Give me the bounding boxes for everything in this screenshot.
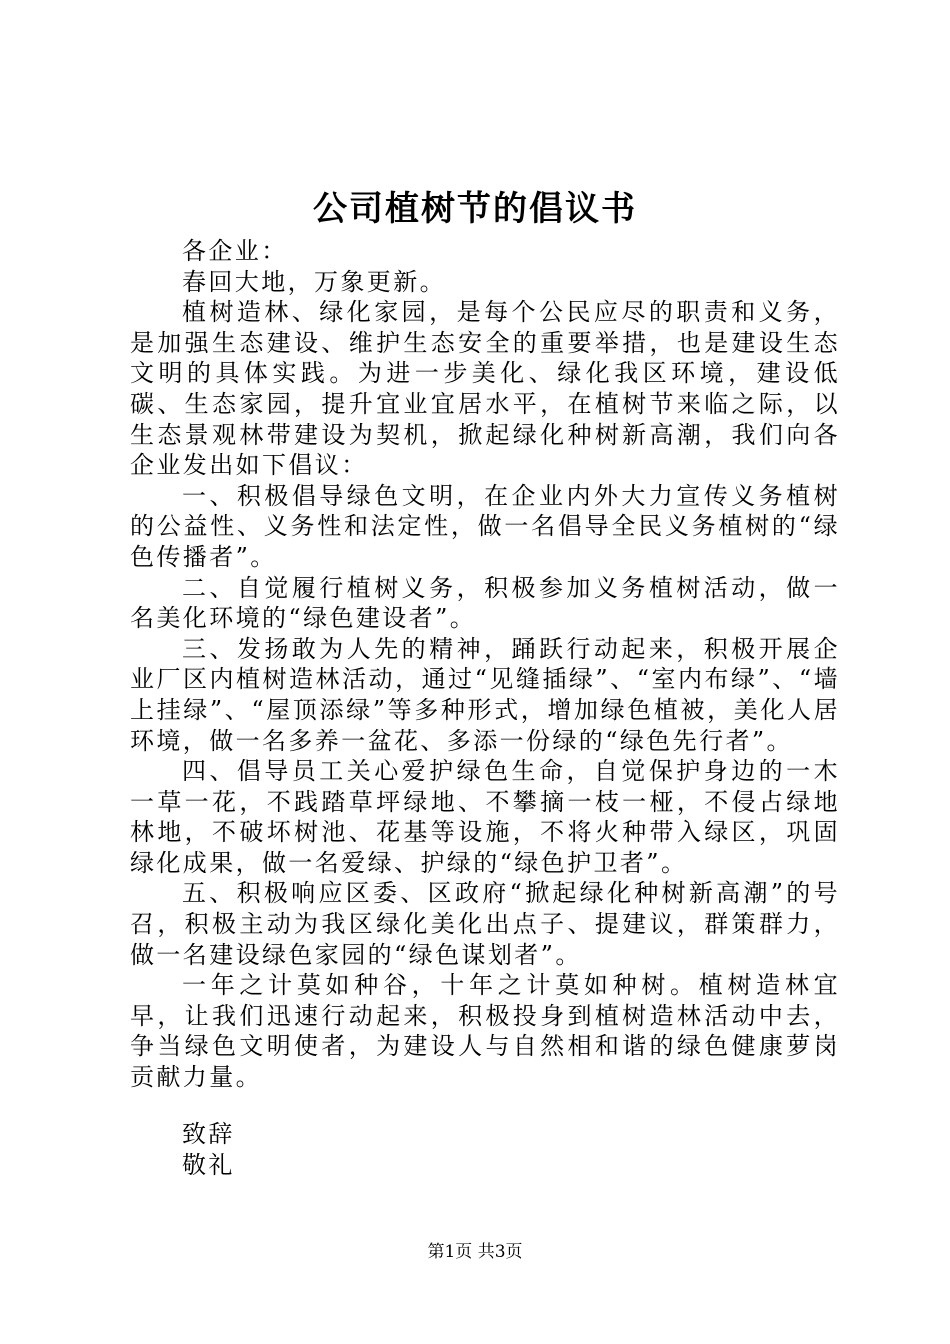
closing-line-1: 致辞 — [182, 1120, 235, 1148]
document-title: 公司植树节的倡议书 — [313, 189, 637, 229]
paragraph-intro: 植树造林、绿化家园，是每个公民应尽的职责和义务，是加强生态建设、维护生态安全的重要举措，也是建设生态文明的具体实践。为进一步美化、绿化我区环境，建设低碳、生态家园，提升宜业宜居水平，在植树节来临之际，以生态景观林带建设为契机，掀起绿化种树新高潮，我们向各企业发出如下倡议： — [130, 298, 840, 480]
closing-block — [182, 1119, 235, 1180]
paragraph-conclusion: 一年之计莫如种谷，十年之计莫如种树。植树造林宜早，让我们迅速行动起来，积极投身到植树造林活动中去，争当绿色文明使者，为建设人与自然相和谐的绿色健康萝岗贡献力量。 — [130, 971, 840, 1092]
paragraph-item-4: 四、倡导员工关心爱护绿色生命，自觉保护身边的一木一草一花，不践踏草坪绿地、不攀摘一枝一桠，不侵占绿地林地，不破坏树池、花基等设施，不将火种带入绿区，巩固绿化成果，做一名爱绿、护绿的“绿色护卫者”。 — [130, 757, 840, 877]
paragraph-item-2: 二、自觉履行植树义务，积极参加义务植树活动，做一名美化环境的“绿色建设者”。 — [130, 573, 840, 633]
paragraph-item-3: 三、发扬敢为人先的精神，踊跃行动起来，积极开展企业厂区内植树造林活动，通过“见缝插绿”、“室内布绿”、“墙上挂绿”、“屋顶添绿”等多种形式，增加绿色植被，美化人居环境，做一名多养一盆花、多添一份绿的“绿色先行者”。 — [130, 634, 840, 755]
document-body — [130, 236, 840, 1093]
paragraph-opening: 春回大地，万象更新。 — [182, 267, 446, 296]
paragraph-item-5: 五、积极响应区委、区政府“掀起绿化种树新高潮”的号召，积极主动为我区绿化美化出点子、提建议，群策群力，做一名建设绿色家园的“绿色谋划者”。 — [130, 879, 840, 969]
closing-line-2: 敬礼 — [182, 1150, 235, 1179]
page-number-footer: 第1页 共3页 — [427, 1242, 523, 1262]
salutation: 各企业： — [182, 237, 288, 265]
paragraph-item-1: 一、积极倡导绿色文明，在企业内外大力宣传义务植树的公益性、义务性和法定性，做一名倡导全民义务植树的“绿色传播者”。 — [130, 481, 840, 571]
